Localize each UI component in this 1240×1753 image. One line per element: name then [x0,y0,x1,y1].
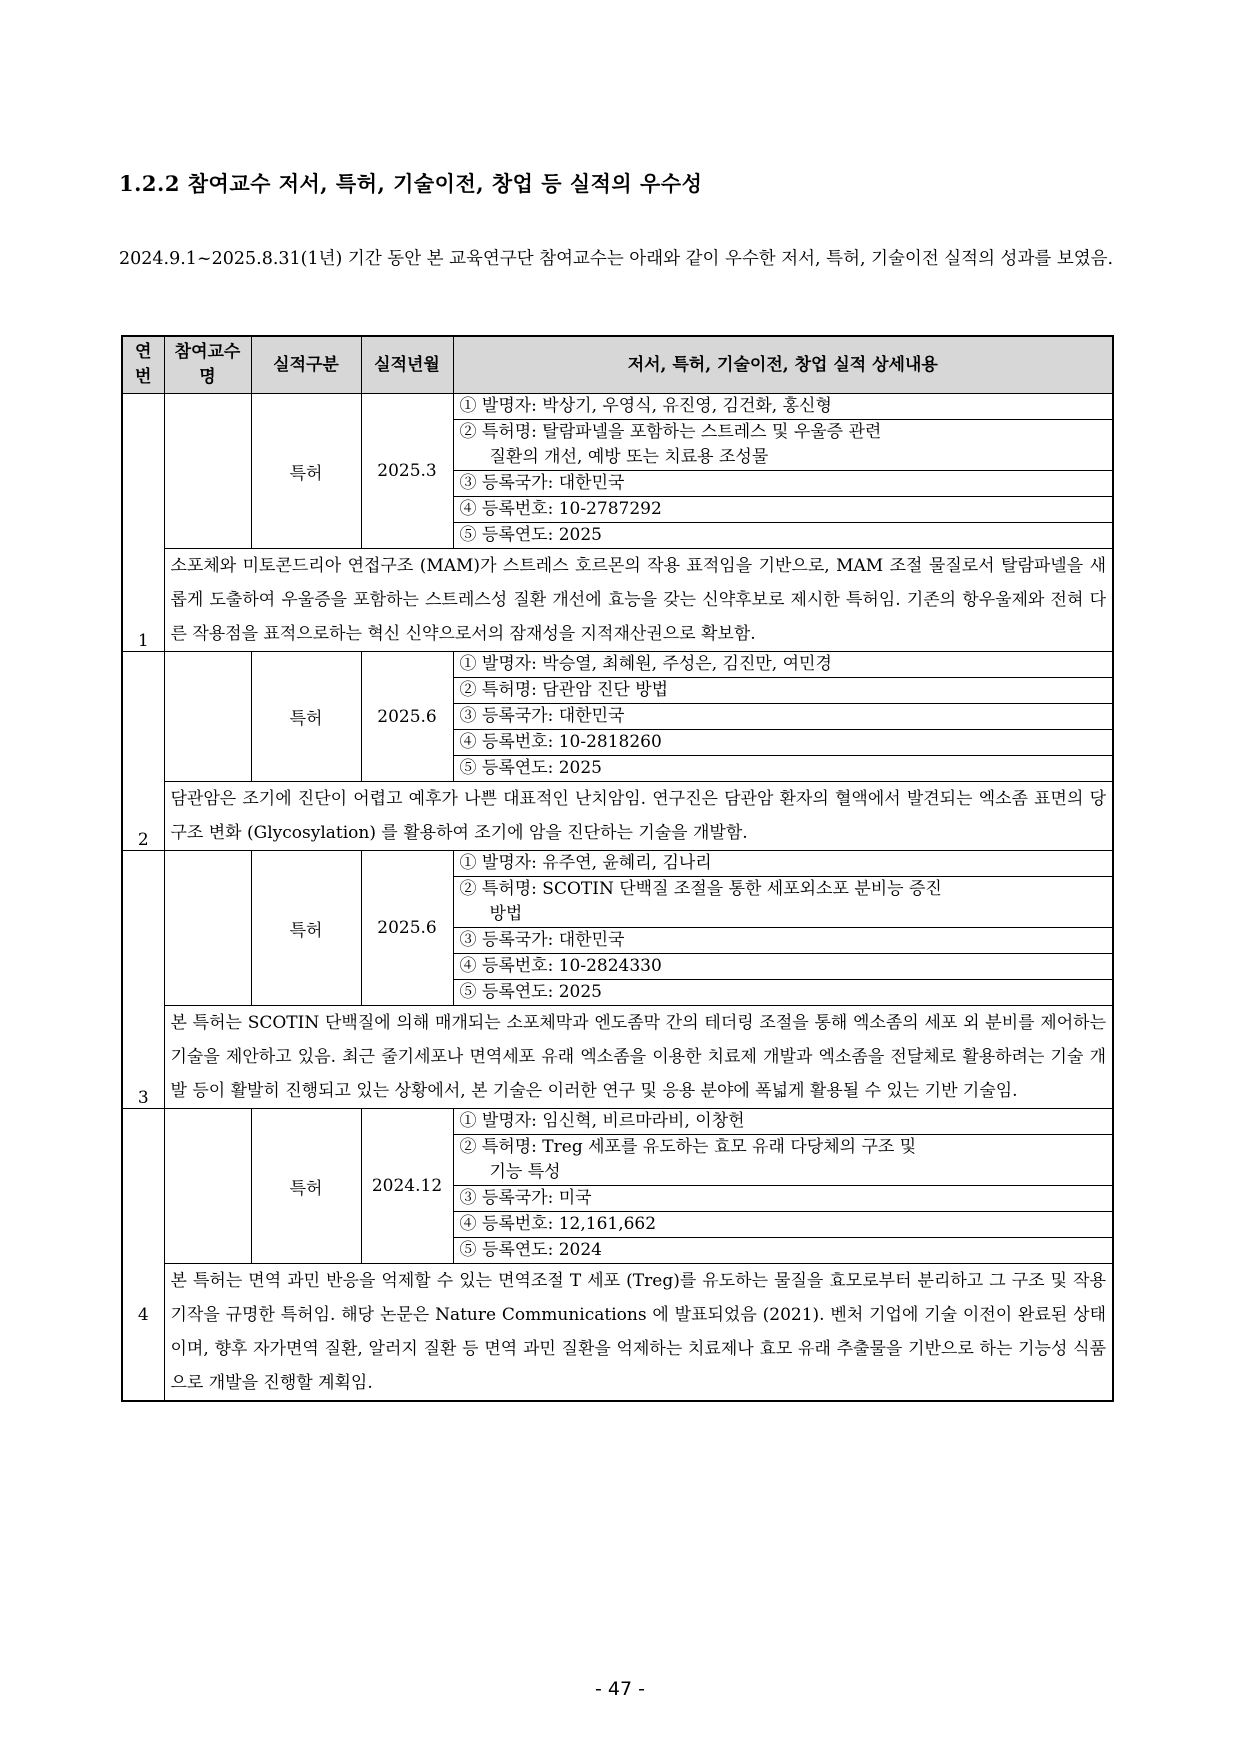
detail-item: ① 발명자: 박상기, 우영식, 유진영, 김건화, 홍신형 [453,394,1113,420]
professor-cell [164,1109,251,1264]
header-no: 연번 [122,336,164,394]
date-cell: 2025.6 [361,851,453,1006]
detail-item-continued [453,445,1113,471]
detail-item: ⑤ 등록연도: 2025 [453,756,1113,782]
type-cell: 특허 [251,652,361,782]
detail-item-wrap: 기능 특성 [489,1162,561,1182]
header-detail: 저서, 특허, 기술이전, 창업 실적 상세내용 [453,336,1113,394]
table-row [122,1109,1113,1135]
detail-item: ① 발명자: 박승열, 최혜원, 주성은, 김진만, 여민경 [453,652,1113,678]
date-cell: 2025.3 [361,394,453,549]
header-date: 실적년월 [361,336,453,394]
detail-item: ① 발명자: 임신혁, 비르마라비, 이창헌 [453,1109,1113,1135]
type-cell: 특허 [251,394,361,549]
row-number: 2 [122,652,164,851]
intro-paragraph: 2024.9.1~2025.8.31(1년) 기간 동안 본 교육연구단 참여교수는 아래와 같이 우수한 저서, 특허, 기술이전 실적의 성과를 보였음. [119,249,1114,269]
header-type: 실적구분 [251,336,361,394]
professor-cell [164,851,251,1006]
detail-item-wrap: 방법 [489,904,523,924]
detail-item: ④ 등록번호: 10-2824330 [453,954,1113,980]
detail-description: 본 특허는 면역 과민 반응을 억제할 수 있는 면역조절 T 세포 (Treg)를 유도하는 물질을 효모로부터 분리하고 그 구조 및 작용 기작을 규명한 특허임. 해당 논문은 Nature Communications 에 발표되었음 (2021). 벤처 기업에 기술 이전이 완료된 상태이며, 향후 자가면역 질환, 알러지 질환 등 면역 과민 질환을 억제하는 치료제나 효모 유래 추출물을 기반으로 하는 기능성 식품으로 개발을 진행할 계획임. [164,1264,1113,1402]
detail-item: ② 특허명: 담관암 진단 방법 [453,678,1113,704]
date-cell: 2024.12 [361,1109,453,1264]
row-number: 3 [122,851,164,1109]
table-row [122,652,1113,678]
professor-cell [164,394,251,549]
row-number: 1 [122,394,164,652]
type-cell: 특허 [251,851,361,1006]
table-header-row [122,336,1113,394]
detail-item: ① 발명자: 유주연, 윤혜리, 김나리 [453,851,1113,877]
detail-item: ③ 등록국가: 미국 [453,1186,1113,1212]
date-cell: 2025.6 [361,652,453,782]
page-number: - 47 - [595,1678,645,1700]
type-cell: 특허 [251,1109,361,1264]
detail-item: ② 특허명: Treg 세포를 유도하는 효모 유래 다당체의 구조 및 [453,1135,1113,1161]
detail-item: ④ 등록번호: 10-2818260 [453,730,1113,756]
detail-description: 본 특허는 SCOTIN 단백질에 의해 매개되는 소포체막과 엔도좀막 간의 테더링 조절을 통해 엑소좀의 세포 외 분비를 제어하는 기술을 제안하고 있음. 최근 줄기세포나 면역세포 유래 엑소좀을 이용한 치료제 개발과 엑소좀을 전달체로 활용하려는 기술 개발 등이 활발히 진행되고 있는 상황에서, 본 기술은 이러한 연구 및 응용 분야에 폭넓게 활용될 수 있는 기반 기술임. [164,1006,1113,1109]
detail-item-wrap: 질환의 개선, 예방 또는 치료용 조성물 [489,447,769,467]
table-row [122,394,1113,420]
table-row [122,851,1113,877]
detail-item-continued [453,1160,1113,1186]
detail-description: 담관암은 조기에 진단이 어렵고 예후가 나쁜 대표적인 난치암임. 연구진은 담관암 환자의 혈액에서 발견되는 엑소좀 표면의 당구조 변화 (Glycosylation) 를 활용하여 조기에 암을 진단하는 기술을 개발함. [164,782,1113,851]
detail-item: ⑤ 등록연도: 2025 [453,980,1113,1006]
detail-item: ④ 등록번호: 10-2787292 [453,497,1113,523]
detail-description: 소포체와 미토콘드리아 연접구조 (MAM)가 스트레스 호르몬의 작용 표적임을 기반으로, MAM 조절 물질로서 탈람파넬을 새롭게 도출하여 우울증을 포함하는 스트레스성 질환 개선에 효능을 갖는 신약후보로 제시한 특허임. 기존의 항우울제와 전혀 다른 작용점을 표적으로하는 혁신 신약으로서의 잠재성을 지적재산권으로 확보함. [164,549,1113,652]
detail-item-continued [453,902,1113,928]
detail-item: ⑤ 등록연도: 2025 [453,523,1113,549]
detail-item: ③ 등록국가: 대한민국 [453,928,1113,954]
detail-item: ③ 등록국가: 대한민국 [453,471,1113,497]
professor-cell [164,652,251,782]
detail-item: ③ 등록국가: 대한민국 [453,704,1113,730]
header-professor: 참여교수명 [164,336,251,394]
section-title: 1.2.2 참여교수 저서, 특허, 기술이전, 창업 등 실적의 우수성 [119,171,703,196]
performance-table [121,335,1114,1402]
row-number: 4 [122,1109,164,1402]
detail-item: ② 특허명: SCOTIN 단백질 조절을 통한 세포외소포 분비능 증진 [453,877,1113,903]
detail-item: ④ 등록번호: 12,161,662 [453,1212,1113,1238]
detail-item: ⑤ 등록연도: 2024 [453,1238,1113,1264]
detail-item: ② 특허명: 탈람파넬을 포함하는 스트레스 및 우울증 관련 [453,420,1113,446]
